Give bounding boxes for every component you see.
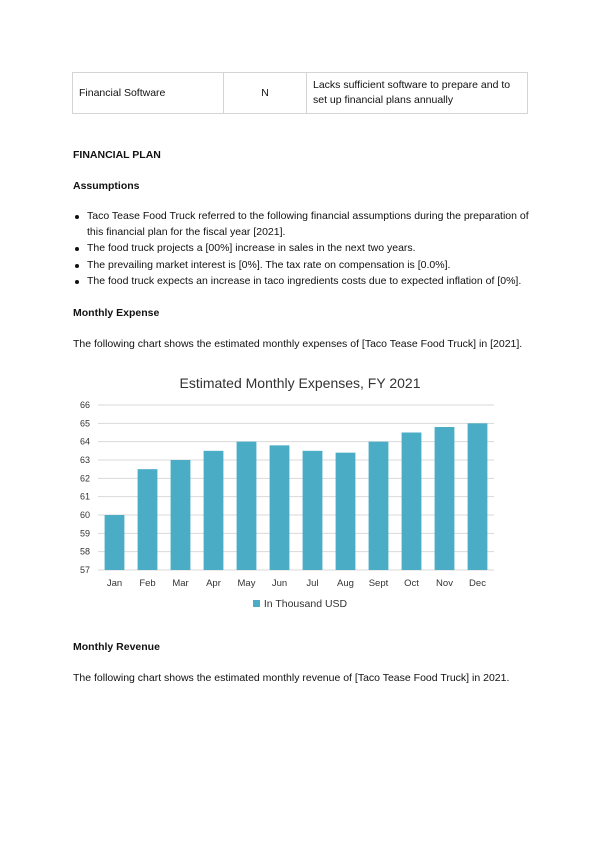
x-tick-label: Feb [139, 578, 156, 589]
bar [237, 442, 257, 570]
y-tick-label: 61 [79, 491, 90, 502]
table-cell-note: Lacks sufficient software to prepare and to set up financial plans annually [307, 73, 528, 114]
y-tick-label: 64 [79, 436, 90, 447]
assumptions-heading: Assumptions [73, 180, 140, 192]
y-tick-label: 66 [79, 400, 90, 410]
x-tick-label: Nov [436, 578, 453, 589]
monthly-expense-heading: Monthly Expense [73, 307, 160, 319]
x-tick-label: Jan [106, 578, 123, 589]
y-tick-label: 62 [79, 473, 90, 484]
bar [270, 445, 290, 570]
y-tick-label: 58 [79, 546, 90, 557]
y-tick-label: 57 [79, 565, 90, 575]
table-cell-value: N [224, 73, 307, 114]
bar [402, 433, 422, 571]
x-tick-label: May [237, 578, 256, 589]
list-item: Taco Tease Food Truck referred to the following financial assumptions during the preparation of this financial plan for the fiscal year [2021]. [73, 209, 535, 240]
x-tick-label: Aug [337, 578, 354, 589]
bar [105, 515, 125, 570]
bar [468, 423, 488, 570]
bar [336, 453, 356, 570]
x-tick-label: Mar [172, 578, 189, 589]
y-tick-label: 60 [79, 510, 90, 520]
legend-swatch [253, 600, 260, 607]
bar [204, 451, 224, 570]
y-tick-label: 63 [79, 455, 90, 465]
capability-table [72, 72, 528, 114]
y-tick-label: 65 [79, 418, 90, 429]
bar [435, 427, 455, 570]
list-item: The prevailing market interest is [0%]. The tax rate on compensation is [0.0%]. [73, 258, 535, 274]
x-tick-label: Jun [271, 578, 288, 589]
table-row [73, 73, 528, 114]
bar [369, 442, 389, 570]
monthly-expense-description: The following chart shows the estimated monthly expenses of [Taco Tease Food Truck] in [2021]. [73, 338, 523, 350]
x-tick-label: Oct [404, 578, 419, 589]
list-item: The food truck projects a [00%] increase in sales in the next two years. [73, 241, 535, 257]
x-tick-label: Sept [368, 578, 389, 589]
bar [303, 451, 323, 570]
list-item: The food truck expects an increase in taco ingredients costs due to expected inflation of [0%]. [73, 274, 535, 290]
chart-title: Estimated Monthly Expenses, FY 2021 [179, 375, 421, 391]
section-title: FINANCIAL PLAN [73, 149, 161, 161]
table-cell-area: Financial Software [73, 73, 224, 114]
legend-label: In Thousand USD [263, 598, 348, 610]
monthly-revenue-description: The following chart shows the estimated monthly revenue of [Taco Tease Food Truck] in 2021. [73, 672, 510, 684]
bar [171, 460, 191, 570]
bar [138, 469, 158, 570]
y-tick-label: 59 [79, 528, 90, 539]
x-tick-label: Dec [469, 578, 486, 589]
chart-legend [72, 598, 528, 610]
monthly-revenue-heading: Monthly Revenue [73, 641, 160, 653]
expense-bar-chart [60, 396, 510, 596]
x-tick-label: Jul [306, 578, 319, 589]
assumptions-list [73, 209, 535, 291]
x-tick-label: Apr [206, 578, 221, 589]
